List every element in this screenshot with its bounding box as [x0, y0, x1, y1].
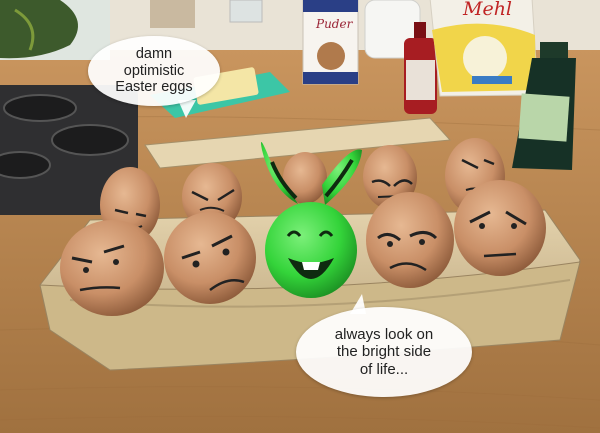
glass	[230, 0, 262, 22]
flour-bag-label: Mehl	[463, 0, 513, 20]
sugar-box	[303, 0, 358, 84]
egg-front-4	[454, 180, 546, 276]
speech-bubble-top-text: damn optimistic Easter eggs	[115, 45, 193, 96]
speech-bubble-top	[88, 36, 220, 106]
egg-front-2	[164, 212, 256, 304]
sugar-box-label: Puder	[316, 17, 353, 31]
speech-bubble-bottom	[296, 307, 472, 397]
egg-front-3	[366, 192, 454, 288]
egg-front-1	[60, 220, 164, 316]
speech-bubble-bottom-text: always look on the bright side of life...	[334, 326, 434, 378]
jug	[150, 0, 195, 28]
